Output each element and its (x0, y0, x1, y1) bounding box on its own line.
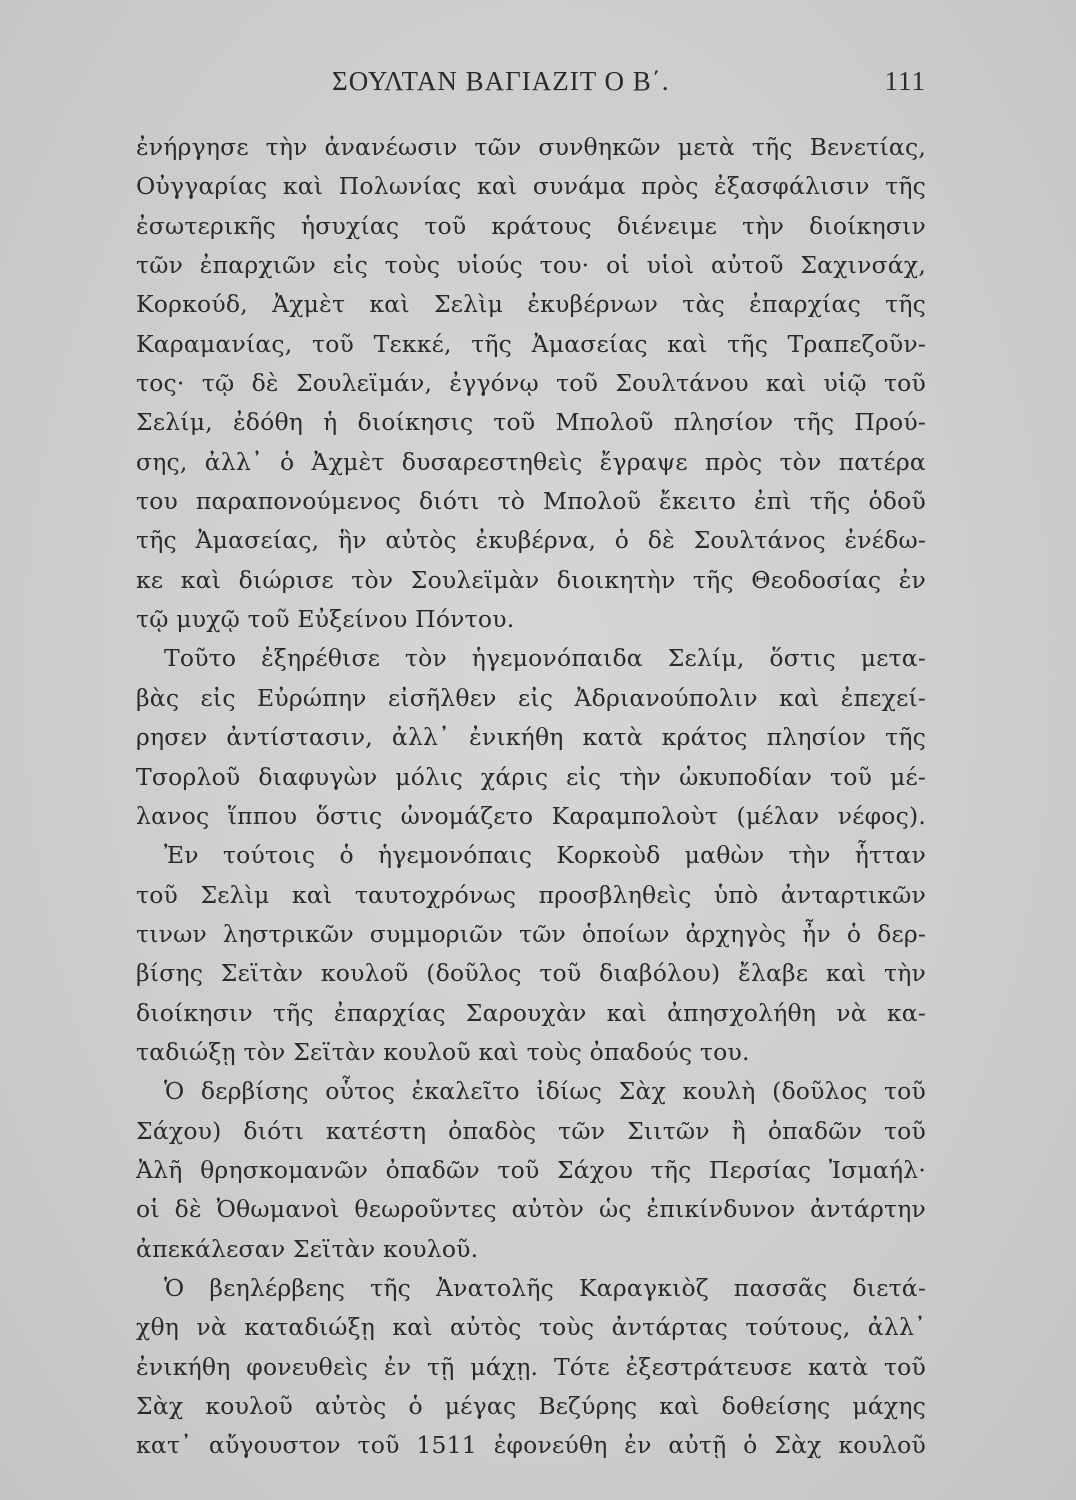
text-line: ἐνήργησε τὴν ἀνανέωσιν τῶν συνθηκῶν μετὰ τῆς Βενετίας, (136, 133, 926, 161)
text-line: Σὰχ κουλοῦ αὐτὸς ὁ μέγας Βεζύρης καὶ δοθείσης μάχης (136, 1392, 926, 1420)
text-line: ἐνικήθη φονευθεὶς ἐν τῇ μάχῃ. Τότε ἐξεστράτευσε κατὰ τοῦ (136, 1352, 926, 1381)
text-line: τος· τῷ δὲ Σουλεϊμάν, ἐγγόνῳ τοῦ Σουλτάνου καὶ υἱῷ τοῦ (136, 369, 926, 398)
text-line: τῶν ἐπαρχιῶν εἰς τοὺς υἱούς του· οἱ υἱοὶ αὐτοῦ Σαχινσάχ, (136, 251, 926, 280)
text-line: Σελίμ, ἐδόθη ἡ διοίκησις τοῦ Μπολοῦ πλησίον τῆς Πρού- (136, 408, 926, 437)
text-line: βὰς εἰς Εὐρώπην εἰσῆλθεν εἰς Ἀδριανούπολιν καὶ ἐπεχεί- (136, 683, 926, 712)
text-line: τοῦ Σελὶμ καὶ ταυτοχρόνως προσβληθεὶς ὑπὸ ἀνταρτικῶν (136, 880, 926, 909)
text-line: τινων ληστρικῶν συμμοριῶν τῶν ὁποίων ἀρχηγὸς ἦν ὁ δερ- (136, 919, 926, 948)
text-line: χθη νὰ καταδιώξῃ καὶ αὐτὸς τοὺς ἀντάρτας τούτους, ἀλλ᾽ (136, 1313, 926, 1342)
page-number: 111 (884, 66, 926, 96)
text-line: λανος ἵππου ὅστις ὠνομάζετο Καραμπολοὺτ (μέλαν νέφος). (136, 801, 926, 830)
text-line: Κορκούδ, Ἀχμὲτ καὶ Σελὶμ ἐκυβέρνων τὰς ἐπαρχίας τῆς (136, 290, 926, 319)
text-line: τῷ μυχῷ τοῦ Εὐξείνου Πόντου. (136, 605, 515, 634)
text-line: τῆς Ἀμασείας, ἣν αὐτὸς ἐκυβέρνα, ὁ δὲ Σουλτάνος ἐνέδω- (136, 526, 926, 555)
text-line: Καραμανίας, τοῦ Τεκκέ, τῆς Ἀμασείας καὶ τῆς Τραπεζοῦν- (136, 329, 926, 358)
text-line: Τοῦτο ἐξηρέθισε τὸν ἡγεμονόπαιδα Σελίμ, ὅστις μετα- (164, 644, 926, 673)
text-line: ταδιώξῃ τὸν Σεϊτὰν κουλοῦ καὶ τοὺς ὀπαδούς του. (136, 1037, 750, 1066)
text-line: ρησεν ἀντίστασιν, ἀλλ᾽ ἐνικήθη κατὰ κράτος πλησίον τῆς (136, 723, 926, 752)
text-line: ἐσωτερικῆς ἡσυχίας τοῦ κράτους διένειμε τὴν διοίκησιν (136, 211, 926, 240)
text-line: Τσορλοῦ διαφυγὼν μόλις χάρις εἰς τὴν ὠκυποδίαν τοῦ μέ- (136, 762, 926, 791)
text-line: κε καὶ διώρισε τὸν Σουλεϊμὰν διοικητὴν τῆς Θεοδοσίας ἐν (136, 565, 926, 594)
text-line: Ἐν τούτοις ὁ ἡγεμονόπαις Κορκοὺδ μαθὼν τὴν ἧτταν (164, 841, 926, 870)
text-line: ἀπεκάλεσαν Σεϊτὰν κουλοῦ. (136, 1234, 479, 1263)
text-line: Οὐγγαρίας καὶ Πολωνίας καὶ συνάμα πρὸς ἐξασφάλισιν τῆς (136, 172, 926, 201)
text-line: σης, ἀλλ᾽ ὁ Ἀχμὲτ δυσαρεστηθεὶς ἔγραψε πρὸς τὸν πατέρα (136, 447, 926, 476)
text-line: του παραπονούμενος διότι τὸ Μπολοῦ ἔκειτο ἐπὶ τῆς ὁδοῦ (136, 487, 926, 516)
text-line: Ὁ δερβίσης οὗτος ἐκαλεῖτο ἰδίως Σὰχ κουλὴ (δοῦλος τοῦ (164, 1077, 926, 1106)
text-line: βίσης Σεϊτὰν κουλοῦ (δοῦλος τοῦ διαβόλου) ἔλαβε καὶ τὴν (136, 959, 926, 988)
text-line: Σάχου) διότι κατέστη ὀπαδὸς τῶν Σιιτῶν ἢ ὀπαδῶν τοῦ (136, 1116, 926, 1145)
body-text (136, 128, 926, 1466)
text-line: διοίκησιν τῆς ἐπαρχίας Σαρουχὰν καὶ ἀπησχολήθη νὰ κα- (136, 998, 926, 1027)
text-line: Ὁ βεηλέρβεης τῆς Ἀνατολῆς Καραγκιὸζ πασσᾶς διετά- (164, 1273, 926, 1302)
text-line: οἱ δὲ Ὀθωμανοὶ θεωροῦντες αὐτὸν ὡς ἐπικίνδυνον ἀντάρτην (136, 1195, 926, 1224)
running-head (136, 66, 926, 106)
text-line: Ἀλῆ θρησκομανῶν ὀπαδῶν τοῦ Σάχου τῆς Περσίας Ἰσμαήλ· (136, 1155, 926, 1184)
running-title: ΣΟΥΛΤΑΝ ΒΑΓΙΑΖΙΤ Ο Β΄. (332, 66, 670, 96)
text-line: κατ᾽ αὔγουστον τοῦ 1511 ἐφονεύθη ἐν αὐτῇ ὁ Σὰχ κουλοῦ (136, 1431, 926, 1460)
